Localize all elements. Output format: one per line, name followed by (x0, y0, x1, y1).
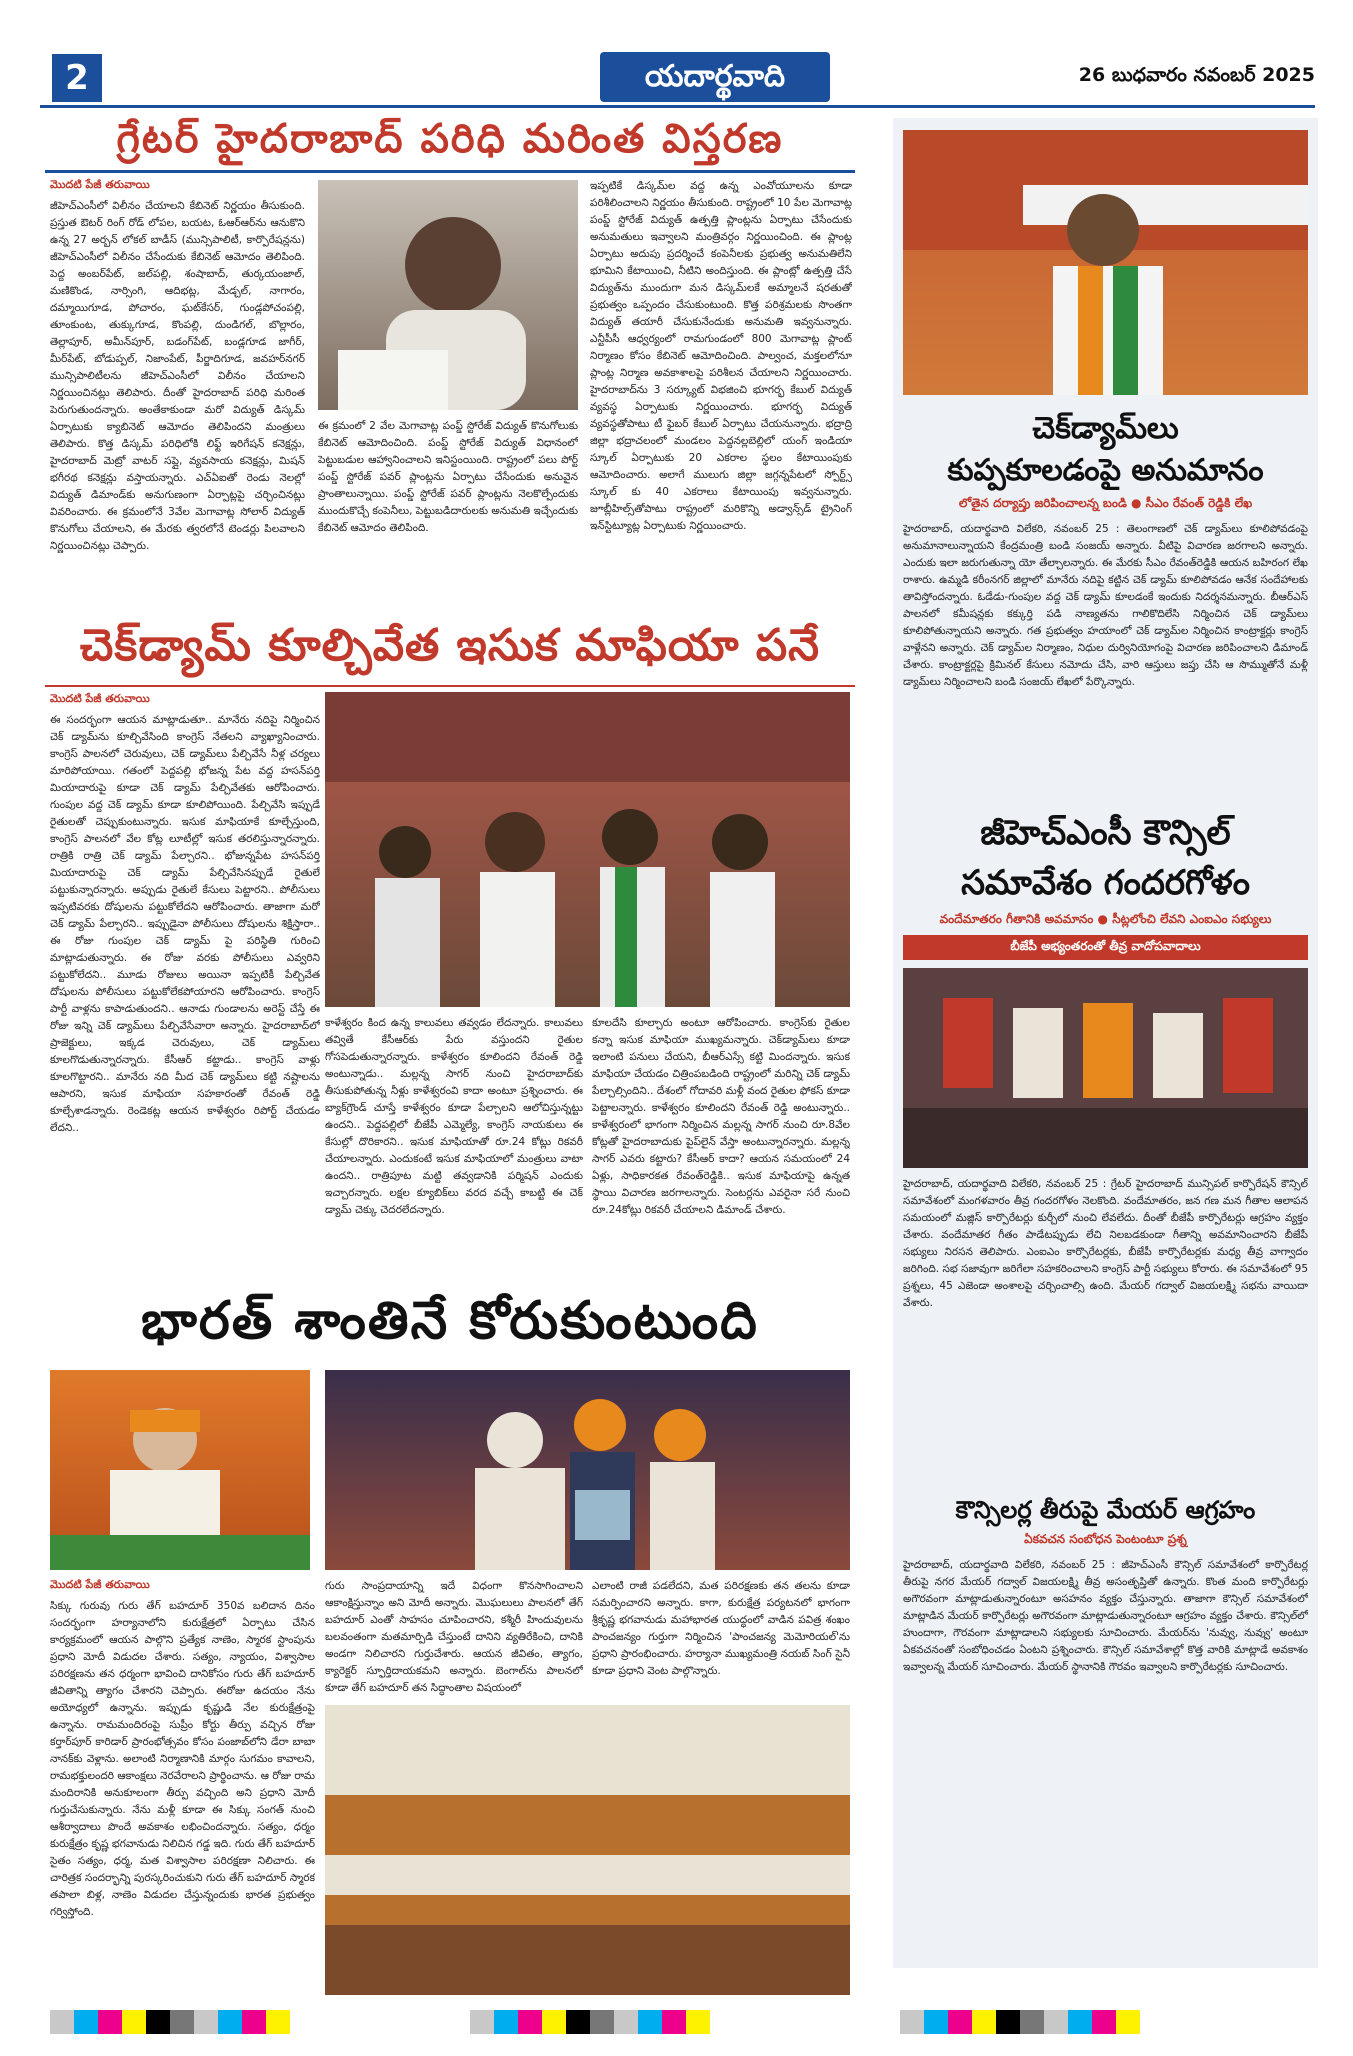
sidebar-b-tag: బీజేపీ అభ్యంతరంతో తీవ్ర వాదోపవాదాలు (903, 935, 1308, 960)
page-number: 2 (52, 54, 102, 102)
sidebar-a-headline-l2: కుప్పకూలడంపై అనుమానం (947, 453, 1264, 488)
story1-col1-text: జీహెచ్‌ఎంసీలో విలీనం చేయాలని కేబినెట్ నిర్ణయం తీసుకుంది. ప్రస్తుత ఔటర్ రింగ్ రోడ్ లోపల, బయట, ఓఆర్ఆర్‌ను ఆనుకొని ఉన్న 27 అర్బన్ లోకల్ బాడీస్ (మున్సిపాలిటీ, కార్పొరేషన్లను) జీహెచ్‌ఎంసీలో విలీనం చేసేందుకు కేబినెట్ ఆమోదం తెలిపింది. పెద్ద అంబర్‌పేట్, జల్‌పల్లి, శంషాబాద్, తుర్కయంజాల్, మణికొండ, నార్సింగి, ఆదిభట్ల, మేడ్చల్, నాగారం, దమ్మాయిగూడ, పోచారం, ఘట్‌కేసర్, గుండ్లపోచంపల్లి, తూంకుంట, తుక్కుగూడ, కొంపల్లి, దుండిగల్, బొల్లారం, తెల్లాపూర్, అమీన్‌పూర్, బడంగ్‌పేట్, బండ్లగూడ జాగీర్, మీర్‌పేట్, బోడుప్పల్, నిజాంపేట్, పీర్జాదిగూడ, జవహర్‌నగర్ మున్సిపాలిటీలను జీహెచ్‌ఎంసీలో విలీనం చేయాలని నిర్ణయించినట్లు తెలిపారు. దీంతో హైదరాబాద్ పరిధి మరింత పెరుగుతుందన్నారు. అంతేకాకుండా మరో విద్యుత్ డిస్కమ్ ఏర్పాటుకు క్యాబినెట్ ఆమోదం తెలిపిందని మంత్రులు తెలిపారు. కొత్త డిస్కమ్ పరిధిలోకి లిఫ్ట్ ఇరిగేషన్ కనెక్షన్లు, హైదరాబాద్ మెట్రో వాటర్ సప్లై, వ్యవసాయ కనెక్షన్లు, మిషన్ భగీరథ కనెక్షన్లు వస్తాయన్నారు. ఎచ్ఏఐతో రెండు నెలల్లో విద్యుత్ డిమాండ్‌కు అనుగుణంగా ఏర్పాట్లపై చర్చించినట్లు వివరించారు. ఈ క్రమంలోనే 3వేల మెగావాట్ల సోలార్ విద్యుత్ కొనుగోలు చేయాలని, ఈ మేరకు త్వరలోనే టెండర్లు పిలవాలని నిర్ణయించినట్లు చెప్పారు. (50, 200, 305, 552)
photo-council-meeting (903, 968, 1308, 1168)
newspaper-logo: యదార్థవాది (600, 52, 830, 102)
sidebar-b-headline-l1: జీహెచ్‌ఎంసీ కౌన్సిల్ (980, 813, 1231, 853)
story3-col3-text: ఎలాంటి రాజీ పడలేదని, మత పరిరక్షణకు తన తలను కూడా సమర్పించారని అన్నారు. కాగా, కురుక్షేత్ర పర్యటనలో భాగంగా శ్రీకృష్ణ భగవానుడు మహాభారత యుద్ధంలో వాడిన పవిత్ర శంఖం పాంచజన్యం గుర్తుగా నిర్మించిన 'పాంచజన్య మెమోరియల్'ను ప్రధాని ప్రారంభించారు. హర్యానా ముఖ్యమంత్రి నయబ్ సింగ్ సైనీ కూడా ప్రధాని వెంట పాల్గొన్నారు. (592, 1580, 850, 1677)
color-strip (900, 2010, 1140, 2034)
crowd-photo-icon (325, 692, 850, 1007)
story2-col1-text: ఈ సందర్భంగా ఆయన మాట్లాడుతూ.. మానేరు నదిపై నిర్మించిన చెక్ డ్యామ్‌ను కూల్చివేసింది కాంగ్రెస్ నేతలని వ్యాఖ్యానించారు. కాంగ్రెస్ పాలనలో చెరువులు, చెక్ డ్యామ్‌లు పేల్చివేసే నీళ్ల చర్యలు మారిపోయాయి. గతంలో పెద్దపల్లి భోజన్న పేట వద్ద హసన్‌పర్తి మియాదారుపై కూడా చెక్ డ్యామ్ పేల్చివేతకు ఆరోపించారు. గుంపుల వద్ద చెక్ డ్యామ్ కూడా కూలిపోయింది. పేల్చివేసి ఇప్పుడే రైతులతో చెప్పుకుంటున్నారు. ఇసుక మాఫియాకే కూల్చేస్తుంది, కాంగ్రెస్ పాలనలో వేల కోట్ల లూటీల్లో ఇసుక తరలిస్తున్నారన్నారు. రాత్రికి రాత్రి చెక్ డ్యామ్ పేల్చారని.. భోజున్నపేట హసన్‌పర్తి మియాదారుపై చెక్ డ్యామ్ పేల్చివేసినప్పుడే రైతులే పట్టుకున్నారన్నారు. అప్పుడు రైతులే కేసులు పెట్టారని.. పోలీసులు ఇప్పటివరకు దోషులను పట్టుకోలేదని ఆరోపించారు. తాజాగా మరో చెక్ డ్యామ్ పేల్చారని.. ఇప్పుడైనా పోలీసులు దోషులను శిక్షిస్తారా.. ఈ రోజు గుంపుల చెక్ డ్యామ్ పై పరిస్థితి గురించి మాట్లాడుతున్నారు. ఈ రోజు వరకు పోలీసులు ఎవ్వరిని పట్టుకోలేదని.. మూడు రోజులు అయినా ఇప్పటికీ పేల్చివేత దోషులను పోలీసులు పట్టుకోలేకపోయారని ఆరోపించారు. కాంగ్రెస్ పార్టీ వాళ్లను కాపాడుతుందని.. ఆనాడు గుండాలను అరెస్ట్ చేస్తే ఈ రోజు ఇన్ని చెక్ డ్యామ్‌లు పేల్చివేసేవారా అన్నారు. హైదరాబాద్‌లో ప్రాజెక్టులు, ఇక్కడ చెరువులు, చెక్ డ్యామ్‌లు కూలగొడుతున్నారన్నారు. కేసీఆర్ కట్టాడు.. కాంగ్రెస్ వాళ్లు కూలగొట్టారని.. మానేరు నది మీద చెక్ డ్యామ్‌లు కట్టి నష్టాలను ఆపారని, ఇసుక మాఫియా సహకారంతో రేవంత్ రెడ్డి కూల్చేశాడన్నారు. రెండెకట్ల ఆయన కాళేశ్వరం రిపోర్ట్ చేయడం లేదని.. (50, 714, 320, 1134)
story3-headline: భారత్ శాంతినే కోరుకుంటుంది (141, 1290, 759, 1351)
story3-byline: మొదటి పేజీ తరువాయి (50, 1578, 150, 1591)
sidebar-b-headline-l2: సమావేశం గందరగోళం (961, 863, 1250, 903)
story1-col2-text: ఈ క్రమంలో 2 వేల మెగావాట్ల పంప్డ్ స్టోరేజ్ విద్యుత్ కొనుగోలుకు కేబినెట్ ఆమోదించింది. పంప్డ్ స్టోరేజ్ విద్యుత్ విధానంలో పెట్టుబడుల ఆహ్వానించాలని ఇనిస్టంయింది. రాష్ట్రంలో పలు పోర్ట్ పంప్డ్ స్టోరేజ్ పవర్ ప్లాంట్లను ఏర్పాటు చేసేందుకు అనువైన ప్రాంతాలున్నాయి. పంప్డ్ స్టోరేజ్ పవర్ ప్లాంట్లను నెలకొల్పేందుకు ముందుకొచ్చే కంపెనీలు, పెట్టుబడిదారులకు అనుమతి ఇచ్చేందుకు కేబినెట్ ఆమోదం తెలిపింది. (318, 420, 578, 534)
photo-sabha-crowd (325, 1705, 850, 1995)
story1-byline: మొదటి పేజీ తరువాయి (50, 178, 150, 191)
person-photo-icon (318, 180, 578, 410)
meeting-photo-icon (903, 968, 1308, 1168)
masthead (40, 50, 1315, 108)
story1-col3-text: ఇప్పటికే డిస్కమ్‌ల వద్ద ఉన్న ఎంవోయూలను కూడా పరిశీలించాలని నిర్ణయం తీసుకుంది. రాష్ట్రంలో 10 పేల మెగావాట్ల పంప్డ్ స్టోరేజ్ విద్యుత్ ఉత్పత్తి ప్లాంట్లను ఏర్పాటు చేసేందుకు అనుమతులు ఇవ్వాలని మంత్రివర్గం నిర్ణయించింది. ఈ ప్లాంట్ల ఏర్పాటు అదుపు ప్రదర్శించే కంపెనీలకు ప్రభుత్వ అనుమతిలేని భూమిని కేటాయించి, నీటిని అందిస్తుంది. ఈ ప్లాంట్లో ఉత్పత్తి చేసే విద్యుత్‌ను ముందుగా మన డిస్కమ్‌లకే అమ్మాలనే షరతుతో ప్రభుత్వం ఒప్పందం చేసుకుంటుంది. కొత్త పరిశ్రమలకు సొంతగా విద్యుత్ తయారీ చేసుకునేందుకు అనుమతి ఇవ్వనున్నారు. ఎన్టీపీసీ ఆధ్వర్యంలో రామగుండంలో 800 మెగావాట్ల ప్లాంట్ నిర్మాణం కోసం కేబినెట్ ఆమోదించింది. పాల్వంచ, మక్తలలోనూ ప్లాంట్ల నిర్మాణ అవకాశాలపై పరిశీలన చేయాలని నిర్ణయించారు. హైదరాబాద్‌ను 3 సర్క్యూట్ విభజించి భూగర్భ కేబుల్ విద్యుత్ వ్యవస్థ ఏర్పాటుకు నిర్ణయించారు. భూగర్భ విద్యుత్ వ్యవస్థతోపాటు టీ ఫైబర్ కేబుల్ ఏర్పాటు చేయనున్నారు. భద్రాద్రి జిల్లా భద్రాచలంలో మండలం పెద్దనల్లబెల్లిలో యంగ్ ఇండియా స్కూల్ ఏర్పాటుకు 20 ఎకరాల స్థలం కేటాయింపుకు ఆమోదించారు. అలాగే ములుగు జిల్లా జగ్గన్నపేటలో స్పోర్ట్స్ స్కూల్ కు 40 ఎకరాలు కేటాయింపు ఇవ్వనున్నారు. జూబ్లీహిల్స్‌తోపాటు రాష్ట్రంలో మరికొన్ని అడ్వాన్స్‌డ్ ట్రైనింగ్ ఇన్‌స్టిట్యూట్ల ఏర్పాటుకు నిర్ణయించారు. (590, 180, 852, 532)
story2-byline: మొదటి పేజీ తరువాయి (50, 692, 150, 705)
story3-col1 (50, 1578, 315, 1998)
story3-col1-text: సిక్కు గురువు గురు తేగ్ బహదూర్ 350వ బలిదాన దినం సందర్భంగా హర్యానాలోని కురుక్షేత్రలో ఏర్పాటు చేసిన కార్యక్రమంలో ఆయన పాల్గొని ప్రత్యేక నాణెం, స్మారక స్టాంపును ప్రధాని మోదీ విడుదల చేశారు. సత్యం, న్యాయం, విశ్వాసాల పరిరక్షణను తన ధర్మంగా భావించి దానికోసం గురు తేగ్ బహదూర్ జీవితాన్ని త్యాగం చేశారని చెప్పారు. ఈరోజు ఉదయం నేను అయోధ్యలో ఉన్నాను. ఇప్పుడు కృష్ణుడి నేల కురుక్షేత్రంపై ఉన్నాను. రామమందిరంపై సుప్రీం కోర్టు తీర్పు వచ్చిన రోజు కర్తార్‌పూర్ కారిడార్ ప్రారంభోత్సవం కోసం పంజాబ్‌లోని డేరా బాబా నానక్‌కు వెళ్లాను. అలాంటి నిర్మాణానికి మార్గం సుగమం కావాలని, రామభక్తులందరి ఆకాంక్షలు నెరవేరాలని ప్రార్థించాను. ఆ రోజు రామ మందిరానికి అనుకూలంగా తీర్పు వచ్చింది అని ప్రధాని మోదీ గుర్తుచేసుకున్నారు. నేను మళ్లీ కూడా ఈ సిక్కు సంగత్ నుంచి ఆశీర్వాదాలు పొందే అవకాశం లభించిందన్నారు. సత్యం, ధర్మం కురుక్షేత్రం కృష్ణ భగవానుడు నిలిచిన గడ్డ ఇది. గురు తేగ్ బహదూర్ సైతం సత్యం, ధర్మ, మత విశ్వాసాల పరిరక్షణా నిలిచారు. ఈ చారిత్రక సందర్భాన్ని పురస్కరించుకుని గురు తేగ్ బహదూర్ స్మారక తపాలా బిళ్ల, నాణెం విడుదల చేస్తున్నందుకు భారత ప్రభుత్వం గర్విస్తోంది. (50, 1600, 315, 1918)
story3-col2-text: గురు సాంప్రదాయాన్ని ఇదే విధంగా కొనసాగించాలని ఆకాంక్షిస్తున్నాం అని మోదీ అన్నారు. మొఘలులు పాలనలో తేగ్ బహదూర్ ఎంతో సాహసం చూపించారని, కశ్మీరీ హిందువులను బలవంతంగా మతమార్పిడి చేస్తుంటే దానిని వ్యతిరేకించి, దానికి అండగా నిలిచారని గుర్తుచేశారు. ఆయన జీవితం, త్యాగం, క్యారెక్టర్ స్ఫూర్తిదాయకమని అన్నారు. బెంగాల్‌ను పాలనలో కూడా తేగ్ బహదూర్ తన సిద్ధాంతాల విషయంలో (325, 1580, 583, 1694)
photo-modi-speech (50, 1370, 310, 1570)
event-photo-icon (325, 1370, 850, 1570)
sidebar-a-subhead: లోతైన దర్యాప్తు జరిపించాలన్న బండి ● సీఎం రేవంత్ రెడ్డికి లేఖ (958, 496, 1253, 510)
speaker-photo-icon (50, 1370, 310, 1570)
photo-revanth (318, 180, 578, 410)
sidebar (893, 118, 1318, 1968)
sidebar-b-subhead: వందేమాతరం గీతానికి అవమానం ● సీట్లలోంచి లేవని ఎంఐఎం సభ్యులు (939, 912, 1272, 926)
divider (45, 685, 855, 687)
sidebar-a-body: హైదరాబాద్, యదార్థవాది విలేకరి, నవంబర్ 25 : తెలంగాణలో చెక్ డ్యామ్‌లు కూలిపోవడంపై అనుమానాలున్నాయని కేంద్రమంత్రి బండి సంజయ్ అన్నారు. వీటిపై విచారణ జరగాలని అన్నారు. ఎందుకు ఇలా జరుగుతున్నా యో తేల్చాలన్నారు. ఈ మేరకు సీఎం రేవంత్‌రెడ్డికి ఆయన బహిరంగ లేఖ రాశారు. ఉమ్మడి కరీంనగర్ జిల్లాలో మానేరు నదిపై కట్టిన చెక్ డ్యామ్ కూలిపోవడం ఆనేక సందేహాలకు తావిస్తోందన్నారు. ఓడేడు-గుంపుల వద్ద చెక్ డ్యామ్ కూలడంకే ఇందుకు నిదర్శనమన్నారు. బీఆర్ఎస్ పాలనలో కమీషన్లకు కక్కుర్తి పడి నాణ్యతను గాలికొదిలేసి నిర్మించిన చెక్ డ్యామ్‌లు కూలిపోతున్నాయని అన్నారు. గత ప్రభుత్వం హయాంలో చెక్ డ్యామ్‌ల నిర్మించిన కాంట్రాక్టర్లు కాంగ్రెస్ వాళ్లేనని అన్నారు. చెక్ డ్యామ్‌ల నిర్మాణం, నిధుల దుర్వినియోగంపై విచారణ జరిపించాలని డిమాండ్ చేశారు. కాంట్రాక్టర్లపై క్రిమినల్ కేసులు నమోదు చేసి, వారి ఆస్తులు జప్తు చేసి ఆ సొమ్ముతోనే మళ్లీ డ్యామ్‌లు నిర్మించాలని బండి సంజయ్ లేఖలో పేర్కొన్నారు. (903, 523, 1308, 688)
dateline: 26 బుధవారం నవంబర్ 2025 (1078, 64, 1315, 86)
sidebar-c-headline: కౌన్సిలర్ల తీరుపై మేయర్ ఆగ్రహం (955, 1495, 1256, 1524)
story1-col1 (50, 178, 305, 603)
speaker-photo-icon (903, 130, 1308, 395)
story2-col3-text: కూలదేసి కూల్చారు అంటూ ఆరోపించారు. కాంగ్రెస్‌కు రైతుల కన్నా ఇసుక మాఫియా ముఖ్యమన్నారు. చెక్‌డ్యామ్‌లు కూడా ఇలాంటి పనులు చేయని, బీఆర్ఎస్సే కట్టి మిందన్నారు. ఇసుక మాఫియా చేయడం చిత్రింపబడింది రాష్ట్రంలో మరిన్ని చెక్ డ్యామ్ పేల్చాల్సిందిని.. దేశంలో గోదావరి మళ్లీ వంద రైతుల ఫోకస్ కూడా పెట్టాలన్నారు. కాళేశ్వరం కూలిందని రేవంత్ రెడ్డి అంటున్నారు.. కాళేశ్వరంలో భాగంగా నిర్మించిన మల్లన్న సాగర్ నుంచి రూ.8వేల కోట్లతో హైదరాబాదుకు పైప్‌లైన్ వేస్తా అంటున్నారన్నారు. మల్లన్న సాగర్ ఎవరు కట్టారు? కేసీఆర్ కాదా? ఆయన సమయంలో 24 ఏళ్లు, సాధికారకత రేవంత్‌రెడ్డికి.. ఇసుక మాఫియాపై ఉన్నత స్థాయి విచారణ జరగాలన్నారు. సెంటర్లను ఎవరైనా సరే నుంచి రూ.24కోట్లు రికవరీ చేయాలని డిమాండ్ చేశారు. (592, 1017, 850, 1216)
sidebar-c-subhead: ఏకవచన సంబోధన పెంటంటూ ప్రశ్న (1024, 1532, 1187, 1546)
sidebar-story-a (903, 408, 1308, 771)
color-strip (470, 2010, 710, 2034)
sidebar-a-headline-l1: చెక్‌డ్యామ్‌లు (1032, 411, 1179, 446)
sidebar-b-body: హైదరాబాద్, యదార్థవాది విలేకరి, నవంబర్ 25 : గ్రేటర్ హైదరాబాద్ మున్సిపల్ కార్పొరేషన్ కౌన్సిల్ సమావేశంలో మంగళవారం తీవ్ర గందరగోళం నెలకొంది. వందేమాతరం, జన గణ మన గీతాల ఆలాపన సమయంలో మజ్లిస్ కార్పొరేటర్లు కుర్చీలో నుంచి లేవలేదు. దీంతో బీజేపీ కార్పొరేటర్లు ఆగ్రహం వ్యక్తం చేశారు. వందేమాతర గీతం పాడేటప్పుడు లేచి నిలబడకుండా గీతాన్ని అవమానించారని బీజేపీ సభ్యులు నిరసన తెలిపారు. ఎంఐఎం కార్పొరేటర్లకు, బీజేపీ కార్పొరేటర్లకు మధ్య తీవ్ర వాగ్వాదం జరిగింది. సభ సజావుగా జరిగేలా సహకరించాలని కాంగ్రెస్ పార్టీ సభ్యులు కోరారు. ఈ సమావేశంలో 95 ప్రశ్నలు, 45 ఎజెండా అంశాలపై చర్చించాల్సి ఉంది. మేయర్ గద్వాల్ విజయలక్ష్మి సభను వాయిదా వేశారు. (903, 1178, 1308, 1309)
color-strip (50, 2010, 290, 2034)
sidebar-c-body: హైదరాబాద్, యదార్థవాది విలేకరి, నవంబర్ 25 : జీహెచ్‌ఎంసీ కౌన్సిల్ సమావేశంలో కార్పొరేటర్ల తీరుపై నగర మేయర్ గద్వాల్ విజయలక్ష్మి తీవ్ర అసంతృప్తితో ఉన్నారు. కొంత మంది కార్పొరేటర్లు అగౌరవంగా మాట్లాడుతున్నారంటూ అసహనం వ్యక్తం చేస్తున్నారు. తాజాగా కౌన్సిల్ సమావేశంలో మాట్లాడిన మేయర్ కార్పొరేటర్లు అగౌరవంగా మాట్లాడుతున్నారంటూ ఆగ్రహం వ్యక్తం చేశారు. కౌన్సిల్‌లో హుందాగా, గౌరవంగా మాట్లాడాలని సభ్యులకు సూచించారు. మేయర్‌ను 'నువ్వు, నువ్వు' అంటూ ఏకవచనంతో సంబోధించడం ఏంటని ప్రశ్నించారు. కౌన్సిల్ సమావేశాల్లో కొత్త వారికి మాట్లాడే అవకాశం ఇవ్వాలన్న మేయర్ సూచించారు. మేయర్ స్థానానికి గౌరవం ఇవ్వాలని కార్పొరేటర్లకు సూచించారు. (903, 1559, 1308, 1673)
story1-headline: గ్రేటర్ హైదరాబాద్ పరిధి మరింత విస్తరణ (116, 115, 784, 162)
story2-headline: చెక్‌డ్యామ్ కూల్చివేత ఇసుక మాఫియా పనే (79, 620, 821, 671)
divider (45, 170, 855, 173)
story2-col2-text: కాళేశ్వరం కింద ఉన్న కాలువలు తవ్వడం లేదన్నారు. కాలువలు తవ్వితే కేసీఆర్‌కు పేరు వస్తుందని రైతుల గోసపెడుతున్నారన్నారు. కాళేశ్వరం కూలిందని రేవంత్ రెడ్డి అంటున్నాడు.. మల్లన్న సాగర్ నుంచి హైదరాబాద్‌కు తీసుకుపోతున్న నీళ్లు కాళేశ్వరంవి కాదా అంటూ ప్రశ్నించారు. ఈ బ్యాక్‌గ్రౌండ్ చూస్తే కాళేశ్వరం కూడా పేల్చాలని ఆలోచిస్తున్నట్టు ఉందని.. పెద్దపల్లిలో బీజేపీ ఎమ్మెల్యే, కాంగ్రెస్ నాయకులు ఈ కేసుల్లో దొరికారని.. ఇసుక మాఫియాతో రూ.24 కోట్లు రికవరీ చేయాలన్నారు. ఎందుకంటే ఇసుక మాఫియాలో మంత్రులు వాటా ఉందని.. రాత్రిపూట మట్టి తవ్వడానికి పర్మిషన్ ఎందుకు ఇచ్చారన్నారు. లక్షల క్యూబిక్‌లు వరద వచ్చే కాబట్టి ఈ చెక్ డ్యామ్ చెక్కు చెదరలేదన్నారు. (325, 1017, 583, 1216)
story2-col1 (50, 692, 320, 1277)
photo-checkdam-protest (325, 692, 850, 1007)
photo-kurukshetra-event (325, 1370, 850, 1570)
sidebar-story-b (903, 808, 1308, 1807)
crowd-photo-icon (325, 1705, 850, 1995)
photo-bandi-sanjay (903, 130, 1308, 395)
